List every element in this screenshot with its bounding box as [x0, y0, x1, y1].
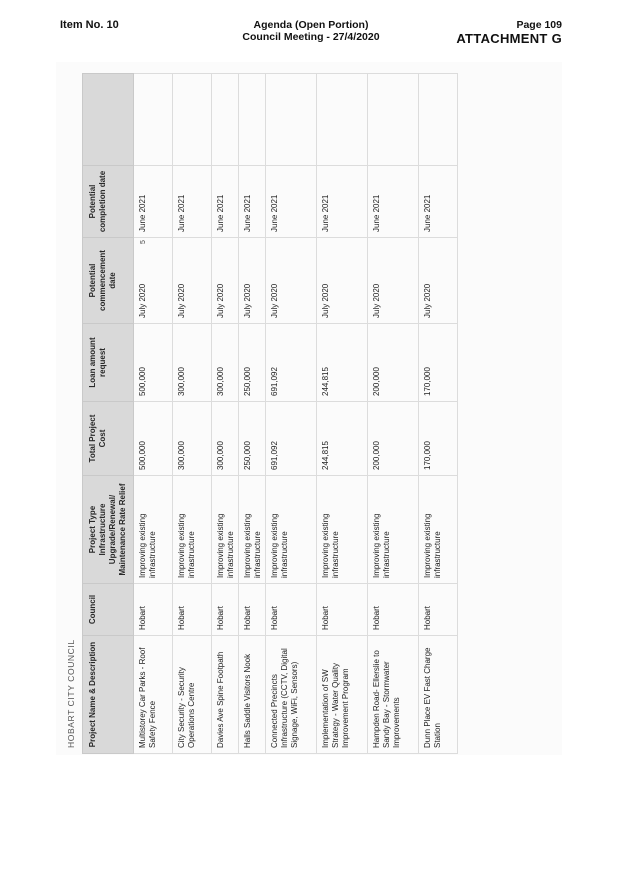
cell-cost: 250,000 — [239, 402, 266, 476]
cell-loan: 200,000 — [368, 324, 419, 402]
cell-start: July 2020 — [317, 238, 368, 324]
cell-council: Hobart — [173, 584, 212, 636]
rotated-table-page — [62, 74, 532, 754]
cell-council: Hobart — [134, 584, 173, 636]
cell-blank — [134, 74, 173, 166]
cell-end: June 2021 — [266, 166, 317, 238]
table-row — [212, 74, 239, 754]
header-loan: Loan amount request — [83, 324, 134, 402]
document-page-number: 5 — [140, 240, 147, 244]
header-type-line-2: Infrastructure Upgrade/Renewal/ Maintenance Rate Relief — [98, 483, 127, 576]
cell-cost: 300,000 — [173, 402, 212, 476]
cell-start: July 2020 — [266, 238, 317, 324]
cell-council: Hobart — [419, 584, 458, 636]
cell-council: Hobart — [212, 584, 239, 636]
cell-type: Improving existing infrastructure — [134, 476, 173, 584]
cell-start: July 2020 — [239, 238, 266, 324]
loan-projects-table — [82, 73, 458, 754]
cell-start: July 2020 — [173, 238, 212, 324]
cell-start: July 2020 — [212, 238, 239, 324]
cell-blank — [239, 74, 266, 166]
cell-council: Hobart — [239, 584, 266, 636]
agenda-line-1: Agenda (Open Portion) — [253, 19, 369, 31]
header-type — [83, 476, 134, 584]
cell-project: Dunn Place EV Fast Charge Station — [419, 636, 458, 754]
cell-cost: 244,815 — [317, 402, 368, 476]
cell-loan: 244,815 — [317, 324, 368, 402]
table-row — [134, 74, 173, 754]
cell-council: Hobart — [317, 584, 368, 636]
table-row — [368, 74, 419, 754]
cell-project: Connected Precincts Infrastructure (CCTV, Digital Signage, WiFi, Sensors) — [266, 636, 317, 754]
cell-loan: 300,000 — [212, 324, 239, 402]
header-blank — [83, 74, 134, 166]
cell-end: June 2021 — [134, 166, 173, 238]
cell-project: Multistorey Car Parks - Roof Safety Fence — [134, 636, 173, 754]
cell-loan: 300,000 — [173, 324, 212, 402]
attachment-label: ATTACHMENT G — [456, 31, 562, 46]
cell-cost: 691,092 — [266, 402, 317, 476]
cell-end: June 2021 — [239, 166, 266, 238]
agenda-line-2: Council Meeting - 27/4/2020 — [242, 31, 380, 43]
cell-type: Improving existing infrastructure — [317, 476, 368, 584]
header-council: Council — [83, 584, 134, 636]
cell-cost: 200,000 — [368, 402, 419, 476]
cell-loan: 691,092 — [266, 324, 317, 402]
cell-project: Davies Ave Spine Footpath — [212, 636, 239, 754]
cell-type: Improving existing infrastructure — [419, 476, 458, 584]
cell-council: Hobart — [266, 584, 317, 636]
table-row — [419, 74, 458, 754]
cell-type: Improving existing infrastructure — [173, 476, 212, 584]
cell-end: June 2021 — [368, 166, 419, 238]
cell-loan: 250,000 — [239, 324, 266, 402]
cell-blank — [212, 74, 239, 166]
cell-cost: 300,000 — [212, 402, 239, 476]
table-row — [173, 74, 212, 754]
page-info — [456, 19, 562, 46]
cell-end: June 2021 — [419, 166, 458, 238]
cell-start: July 2020 — [134, 238, 173, 324]
cell-council: Hobart — [368, 584, 419, 636]
cell-start: July 2020 — [368, 238, 419, 324]
page-number: Page 109 — [516, 19, 562, 31]
item-number: Item No. 10 — [60, 19, 119, 31]
cell-cost: 170,000 — [419, 402, 458, 476]
header-project: Project Name & Description — [83, 636, 134, 754]
cell-type: Improving existing infrastructure — [239, 476, 266, 584]
cell-blank — [419, 74, 458, 166]
cell-blank — [368, 74, 419, 166]
cell-blank — [317, 74, 368, 166]
cell-project: City Security - Security Operations Centre — [173, 636, 212, 754]
header-commencement: Potential commencement date — [83, 238, 134, 324]
cell-cost: 500,000 — [134, 402, 173, 476]
cell-end: June 2021 — [317, 166, 368, 238]
cell-type: Improving existing infrastructure — [368, 476, 419, 584]
header-total-cost: Total Project Cost — [83, 402, 134, 476]
cell-end: June 2021 — [173, 166, 212, 238]
table-row — [266, 74, 317, 754]
cell-project: Halls Saddle Visitors Nook — [239, 636, 266, 754]
header-type-line-1: Project Type — [88, 505, 97, 554]
cell-start: July 2020 — [419, 238, 458, 324]
cell-loan: 500,000 — [134, 324, 173, 402]
cell-blank — [266, 74, 317, 166]
cell-project: Implementation of SW Strategy - Water Quality Improvement Program — [317, 636, 368, 754]
council-label: HOBART CITY COUNCIL — [66, 639, 76, 748]
table-row — [239, 74, 266, 754]
cell-type: Improving existing infrastructure — [266, 476, 317, 584]
cell-type: Improving existing infrastructure — [212, 476, 239, 584]
cell-loan: 170,000 — [419, 324, 458, 402]
cell-project: Hampden Road- Ellerslie to Sandy Bay - Stormwater Improvements — [368, 636, 419, 754]
header-completion: Potential completion date — [83, 166, 134, 238]
table-row — [317, 74, 368, 754]
table-header-row — [83, 74, 134, 754]
cell-end: June 2021 — [212, 166, 239, 238]
cell-blank — [173, 74, 212, 166]
